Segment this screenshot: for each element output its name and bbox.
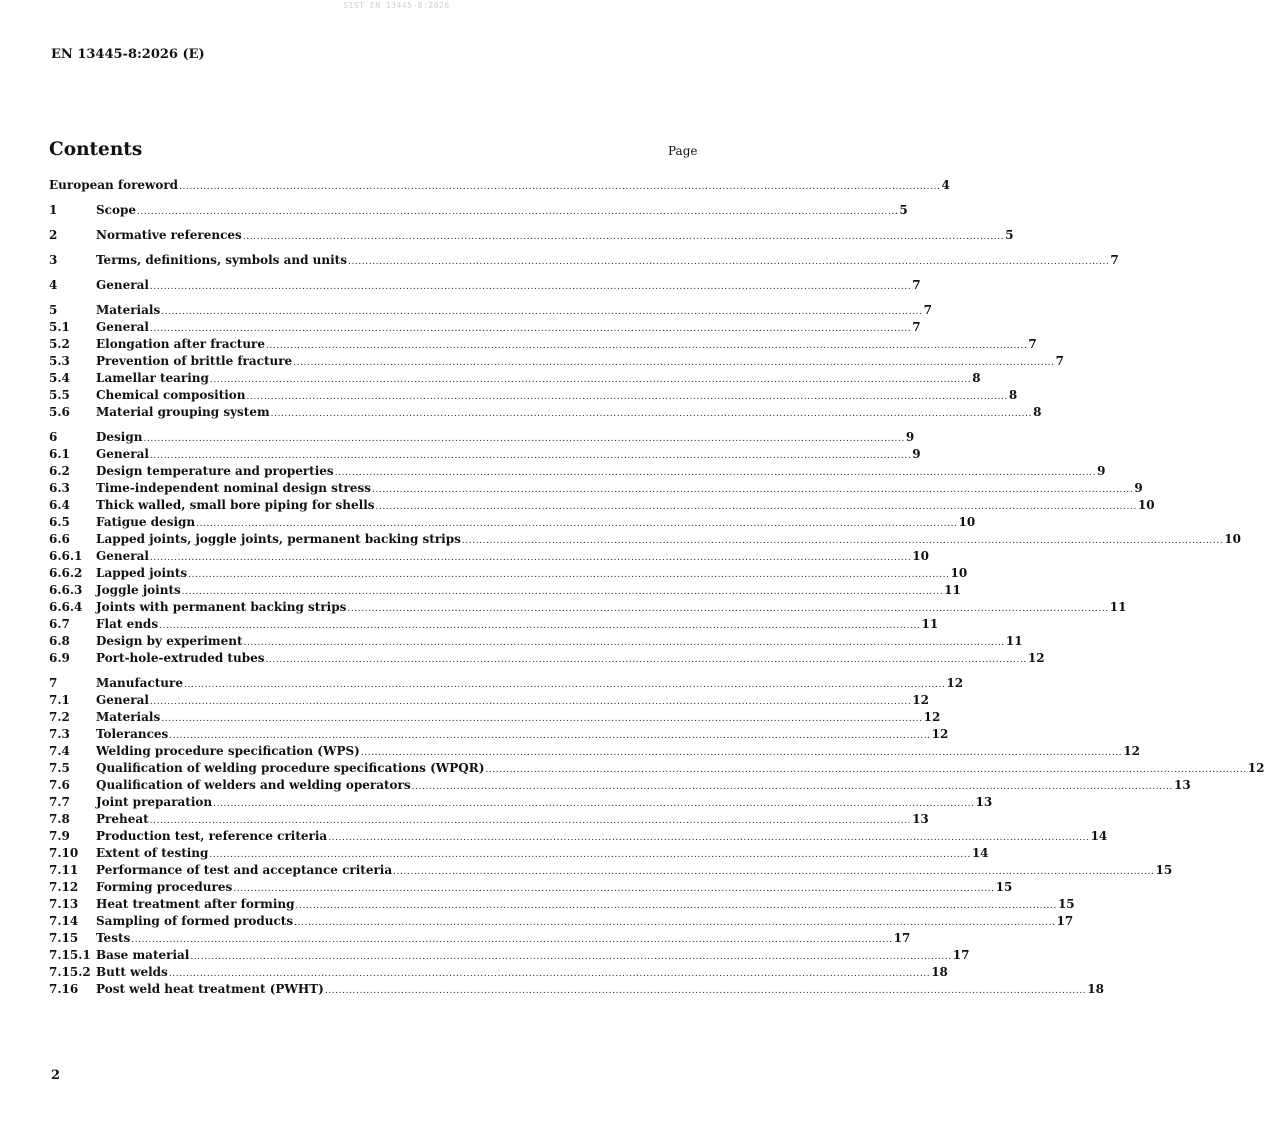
toc-entry-title: Welding procedure specification (WPS) [96, 744, 360, 758]
toc-entry-page: 9 [1134, 481, 1143, 495]
toc-entry-page: 17 [1056, 914, 1074, 928]
toc-entry-number: 5.4 [49, 371, 70, 385]
toc-entry-number: 7.15 [49, 931, 79, 945]
toc-entry[interactable] [49, 388, 1018, 405]
toc-entry-title: Joints with permanent backing strips [96, 600, 347, 614]
toc-entry-page: 12 [923, 710, 941, 724]
toc-entry-title: Design by experiment [96, 634, 243, 648]
toc-dot-leader: ............................................................................................................................................................................................................................ [265, 655, 1027, 665]
toc-entry[interactable] [49, 965, 948, 982]
toc-entry-page: 9 [1097, 464, 1106, 478]
toc-entry-number: 4 [49, 278, 58, 292]
toc-entry-title: Butt welds [96, 965, 168, 979]
toc-entry-title: Prevention of brittle fracture [96, 354, 293, 368]
toc-entry-title: Material grouping system [96, 405, 270, 419]
toc-dot-leader: ............................................................................................................................................................................................................................ [393, 867, 1155, 877]
toc-entry[interactable] [49, 337, 1037, 354]
toc-entry-page: 7 [1055, 354, 1064, 368]
toc-dot-leader: ............................................................................................................................................................................................................................ [266, 341, 1028, 351]
toc-entry-page: 10 [1137, 498, 1155, 512]
toc-entry-page: 12 [946, 676, 964, 690]
toc-entry-page: 11 [1005, 634, 1023, 648]
toc-dot-leader: ............................................................................................................................................................................................................................ [294, 918, 1056, 928]
toc-entry-title: European foreword [49, 178, 179, 192]
toc-dot-leader: ............................................................................................................................................................................................................................ [137, 207, 899, 217]
toc-entry-title: Port-hole-extruded tubes [96, 651, 265, 665]
toc-entry-number: 7.4 [49, 744, 70, 758]
toc-dot-leader: ............................................................................................................................................................................................................................ [161, 307, 923, 317]
toc-entry-page: 5 [1005, 228, 1014, 242]
toc-entry[interactable] [49, 982, 1104, 999]
toc-entry-number: 5.5 [49, 388, 70, 402]
toc-entry-title: Joggle joints [96, 583, 181, 597]
toc-entry-number: 6.6.1 [49, 549, 83, 563]
page-column-label: Page [668, 144, 698, 158]
toc-entry-page: 8 [972, 371, 981, 385]
toc-entry[interactable] [49, 447, 921, 464]
toc-entry[interactable] [49, 744, 1140, 761]
toc-entry-number: 5.6 [49, 405, 70, 419]
toc-entry-number: 6.5 [49, 515, 70, 529]
toc-entry-title: Post weld heat treatment (PWHT) [96, 982, 324, 996]
toc-dot-leader: ............................................................................................................................................................................................................................ [411, 782, 1174, 792]
toc-entry-title: Time-independent nominal design stress [96, 481, 371, 495]
toc-entry[interactable] [49, 481, 1143, 498]
toc-entry-title: Production test, reference criteria [96, 829, 328, 843]
toc-entry-number: 6.6.3 [49, 583, 83, 597]
toc-dot-leader: ............................................................................................................................................................................................................................ [485, 765, 1247, 775]
toc-entry-number: 6.2 [49, 464, 70, 478]
toc-entry[interactable] [49, 727, 949, 744]
toc-dot-leader: ............................................................................................................................................................................................................................ [461, 536, 1224, 546]
toc-entry-number: 6.4 [49, 498, 70, 512]
toc-entry-number: 6.7 [49, 617, 70, 631]
toc-dot-leader: ............................................................................................................................................................................................................................ [375, 502, 1137, 512]
toc-entry-page: 9 [912, 447, 921, 461]
toc-entry-title: Extent of testing [96, 846, 209, 860]
toc-entry[interactable] [49, 880, 1013, 897]
toc-entry-title: Normative references [96, 228, 242, 242]
toc-entry-title: Chemical composition [96, 388, 246, 402]
toc-entry[interactable] [49, 430, 915, 447]
toc-entry-number: 3 [49, 253, 58, 267]
toc-dot-leader: ............................................................................................................................................................................................................................ [149, 697, 912, 707]
toc-entry-number: 7.3 [49, 727, 70, 741]
toc-entry-page: 7 [1028, 337, 1037, 351]
toc-entry-title: Design temperature and properties [96, 464, 334, 478]
toc-entry-number: 5.1 [49, 320, 70, 334]
toc-entry-title: Scope [96, 203, 137, 217]
toc-entry-title: Tests [96, 931, 131, 945]
toc-dot-leader: ............................................................................................................................................................................................................................ [149, 816, 912, 826]
toc-entry[interactable] [49, 532, 1241, 549]
toc-entry[interactable] [49, 761, 1265, 778]
toc-entry[interactable] [49, 795, 993, 812]
toc-entry-number: 7.15.2 [49, 965, 91, 979]
toc-entry-title: Terms, definitions, symbols and units [96, 253, 347, 267]
toc-entry[interactable] [49, 897, 1075, 914]
toc-dot-leader: ............................................................................................................................................................................................................................ [179, 182, 941, 192]
toc-entry[interactable] [49, 371, 981, 388]
toc-entry-number: 7.16 [49, 982, 79, 996]
toc-entry-number: 6 [49, 430, 58, 444]
toc-entry[interactable] [49, 354, 1064, 371]
toc-entry[interactable] [49, 651, 1045, 668]
toc-entry-number: 7.13 [49, 897, 79, 911]
toc-entry-page: 12 [931, 727, 949, 741]
toc-dot-leader: ............................................................................................................................................................................................................................ [190, 952, 952, 962]
toc-entry-number: 6.8 [49, 634, 70, 648]
document-id: EN 13445-8:2026 (E) [51, 47, 205, 62]
toc-entry-title: Qualification of welders and welding operators [96, 778, 411, 792]
toc-entry-number: 6.6 [49, 532, 70, 546]
toc-dot-leader: ............................................................................................................................................................................................................................ [371, 485, 1134, 495]
toc-entry-page: 11 [1109, 600, 1127, 614]
toc-dot-leader: ............................................................................................................................................................................................................................ [233, 884, 995, 894]
toc-entry[interactable] [49, 634, 1023, 651]
toc-entry-title: General [96, 278, 149, 292]
toc-entry-number: 7.8 [49, 812, 70, 826]
toc-entry[interactable] [49, 178, 950, 195]
toc-entry-title: General [96, 320, 149, 334]
toc-entry[interactable] [49, 600, 1127, 617]
toc-dot-leader: ............................................................................................................................................................................................................................ [196, 519, 958, 529]
toc-entry[interactable] [49, 948, 970, 965]
toc-entry-page: 18 [931, 965, 948, 979]
toc-entry-title: Joint preparation [96, 795, 213, 809]
toc-entry-number: 7.5 [49, 761, 70, 775]
toc-entry-number: 1 [49, 203, 58, 217]
toc-entry-number: 5.2 [49, 337, 70, 351]
toc-dot-leader: ............................................................................................................................................................................................................................ [334, 468, 1097, 478]
toc-entry-page: 11 [944, 583, 961, 597]
watermark: SIST EN 13445-8:2026 [343, 1, 450, 10]
toc-entry-page: 7 [912, 278, 921, 292]
toc-entry-number: 7.15.1 [49, 948, 91, 962]
toc-entry-number: 7.6 [49, 778, 70, 792]
toc-entry-number: 6.1 [49, 447, 70, 461]
toc-entry-title: Lapped joints [96, 566, 188, 580]
toc-entry[interactable] [49, 914, 1074, 931]
toc-entry-number: 7.12 [49, 880, 79, 894]
toc-entry[interactable] [49, 710, 941, 727]
toc-entry-number: 6.9 [49, 651, 70, 665]
toc-entry-title: Performance of test and acceptance criteria [96, 863, 393, 877]
toc-dot-leader: ............................................................................................................................................................................................................................ [360, 748, 1123, 758]
toc-entry-title: Preheat [96, 812, 149, 826]
toc-entry-number: 7.2 [49, 710, 70, 724]
toc-entry-page: 9 [905, 430, 915, 444]
toc-entry[interactable] [49, 549, 929, 566]
toc-entry[interactable] [49, 566, 968, 583]
toc-dot-leader: ............................................................................................................................................................................................................................ [161, 714, 923, 724]
toc-entry-page: 7 [923, 303, 932, 317]
toc-entry-number: 6.6.2 [49, 566, 83, 580]
toc-entry[interactable] [49, 829, 1108, 846]
toc-entry-page: 13 [975, 795, 993, 809]
toc-entry[interactable] [49, 676, 964, 693]
toc-entry-title: Thick walled, small bore piping for shells [96, 498, 375, 512]
toc-dot-leader: ............................................................................................................................................................................................................................ [328, 833, 1090, 843]
toc-dot-leader: ............................................................................................................................................................................................................................ [347, 604, 1109, 614]
toc-entry-page: 11 [921, 617, 939, 631]
toc-entry-title: Qualification of welding procedure specifications (WPQR) [96, 761, 485, 775]
toc-entry-page: 13 [912, 812, 929, 826]
toc-entry[interactable] [49, 253, 1119, 270]
toc-dot-leader: ............................................................................................................................................................................................................................ [293, 358, 1055, 368]
toc-entry[interactable] [49, 931, 911, 948]
toc-entry-page: 18 [1087, 982, 1104, 996]
toc-entry[interactable] [49, 812, 929, 829]
toc-dot-leader: ............................................................................................................................................................................................................................ [270, 409, 1033, 419]
toc-entry-title: General [96, 447, 149, 461]
toc-dot-leader: ............................................................................................................................................................................................................................ [149, 282, 912, 292]
toc-entry-page: 14 [1090, 829, 1108, 843]
toc-entry-title: Elongation after fracture [96, 337, 266, 351]
toc-entry-title: Sampling of formed products [96, 914, 294, 928]
toc-entry-page: 14 [971, 846, 989, 860]
toc-entry-title: Lapped joints, joggle joints, permanent backing strips [96, 532, 461, 546]
page-number: 2 [51, 1068, 61, 1083]
toc-dot-leader: ............................................................................................................................................................................................................................ [243, 638, 1005, 648]
toc-dot-leader: ............................................................................................................................................................................................................................ [209, 850, 971, 860]
toc-dot-leader: ............................................................................................................................................................................................................................ [169, 731, 931, 741]
toc-entry-title: Lamellar tearing [96, 371, 209, 385]
toc-entry-title: Base material [96, 948, 190, 962]
toc-entry-number: 7 [49, 676, 58, 690]
toc-dot-leader: ............................................................................................................................................................................................................................ [183, 680, 946, 690]
toc-entry-page: 8 [1008, 388, 1018, 402]
toc-dot-leader: ............................................................................................................................................................................................................................ [168, 969, 931, 979]
toc-entry-page: 8 [1033, 405, 1042, 419]
toc-dot-leader: ............................................................................................................................................................................................................................ [149, 451, 912, 461]
toc-entry[interactable] [49, 464, 1106, 481]
toc-entry[interactable] [49, 320, 921, 337]
toc-entry-number: 5 [49, 303, 58, 317]
toc-entry-page: 15 [1057, 897, 1075, 911]
toc-entry-page: 17 [893, 931, 911, 945]
toc-entry-page: 12 [1027, 651, 1045, 665]
toc-dot-leader: ............................................................................................................................................................................................................................ [188, 570, 950, 580]
toc-entry-number: 7.11 [49, 863, 79, 877]
toc-dot-leader: ............................................................................................................................................................................................................................ [209, 375, 972, 385]
toc-dot-leader: ............................................................................................................................................................................................................................ [143, 434, 905, 444]
toc-entry[interactable] [49, 846, 989, 863]
toc-entry-title: Design [96, 430, 143, 444]
toc-entry-page: 10 [950, 566, 968, 580]
toc-entry[interactable] [49, 228, 1014, 245]
toc-entry-title: Manufacture [96, 676, 183, 690]
toc-entry-title: Heat treatment after forming [96, 897, 295, 911]
toc-entry-page: 5 [899, 203, 908, 217]
toc-entry-number: 7.1 [49, 693, 70, 707]
table-of-contents [49, 178, 1265, 999]
toc-entry[interactable] [49, 583, 961, 600]
toc-entry[interactable] [49, 617, 939, 634]
contents-heading: Contents [49, 139, 143, 160]
toc-dot-leader: ............................................................................................................................................................................................................................ [295, 901, 1057, 911]
toc-entry-page: 7 [1110, 253, 1119, 267]
toc-entry-number: 7.10 [49, 846, 79, 860]
toc-entry[interactable] [49, 498, 1155, 515]
toc-entry-title: Fatigue design [96, 515, 196, 529]
toc-entry-page: 10 [912, 549, 929, 563]
toc-dot-leader: ............................................................................................................................................................................................................................ [324, 986, 1087, 996]
toc-entry-number: 7.14 [49, 914, 79, 928]
toc-dot-leader: ............................................................................................................................................................................................................................ [149, 553, 912, 563]
toc-dot-leader: ............................................................................................................................................................................................................................ [181, 587, 944, 597]
toc-entry-page: 13 [1174, 778, 1191, 792]
toc-entry[interactable] [49, 863, 1173, 880]
toc-entry-page: 15 [995, 880, 1013, 894]
toc-entry[interactable] [49, 278, 921, 295]
toc-entry-page: 10 [1224, 532, 1241, 546]
toc-entry-number: 2 [49, 228, 58, 242]
toc-entry-number: 6.6.4 [49, 600, 83, 614]
toc-entry-page: 12 [1247, 761, 1265, 775]
toc-entry[interactable] [49, 515, 976, 532]
toc-dot-leader: ............................................................................................................................................................................................................................ [242, 232, 1005, 242]
toc-entry-title: Tolerances [96, 727, 169, 741]
toc-entry-title: Forming procedures [96, 880, 233, 894]
toc-entry-page: 12 [912, 693, 929, 707]
toc-entry-title: Flat ends [96, 617, 159, 631]
toc-entry-title: General [96, 693, 149, 707]
toc-dot-leader: ............................................................................................................................................................................................................................ [246, 392, 1008, 402]
toc-entry-page: 12 [1123, 744, 1140, 758]
toc-entry-title: Materials [96, 303, 161, 317]
toc-entry-number: 7.9 [49, 829, 70, 843]
toc-entry[interactable] [49, 203, 908, 220]
toc-entry-number: 6.3 [49, 481, 70, 495]
toc-entry-page: 7 [912, 320, 921, 334]
toc-entry[interactable] [49, 303, 932, 320]
toc-entry-number: 7.7 [49, 795, 70, 809]
toc-entry-page: 15 [1155, 863, 1173, 877]
toc-entry[interactable] [49, 693, 929, 710]
toc-entry-title: General [96, 549, 149, 563]
toc-dot-leader: ............................................................................................................................................................................................................................ [347, 257, 1110, 267]
toc-dot-leader: ............................................................................................................................................................................................................................ [213, 799, 975, 809]
toc-entry[interactable] [49, 778, 1191, 795]
toc-entry-number: 5.3 [49, 354, 70, 368]
toc-entry-page: 10 [958, 515, 976, 529]
toc-entry[interactable] [49, 405, 1042, 422]
toc-entry-title: Materials [96, 710, 161, 724]
toc-dot-leader: ............................................................................................................................................................................................................................ [159, 621, 921, 631]
toc-dot-leader: ............................................................................................................................................................................................................................ [131, 935, 893, 945]
toc-entry-page: 4 [941, 178, 950, 192]
toc-dot-leader: ............................................................................................................................................................................................................................ [149, 324, 912, 334]
toc-entry-page: 17 [952, 948, 970, 962]
